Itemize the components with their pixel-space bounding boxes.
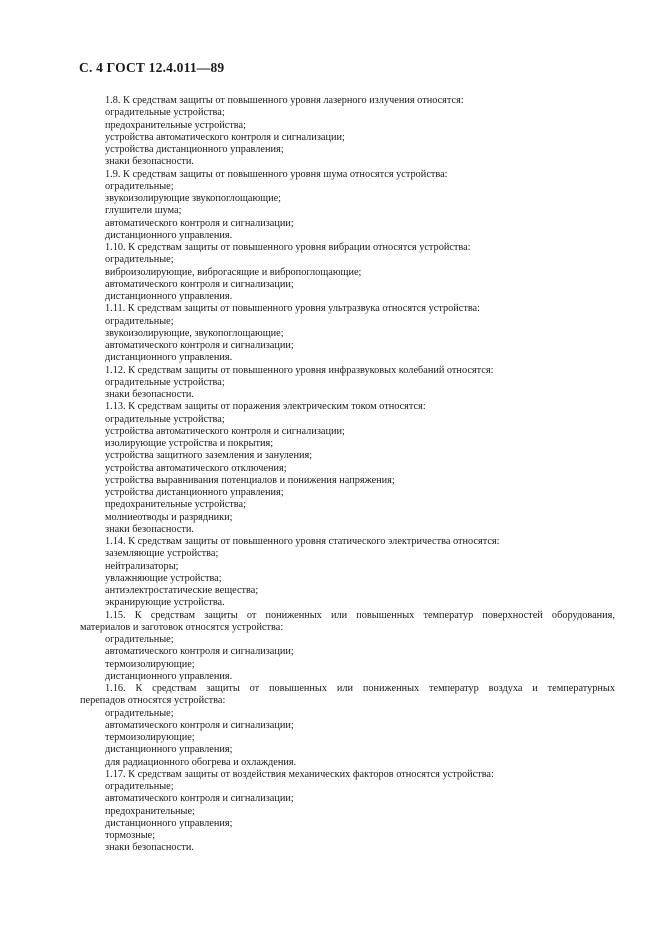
text-line: дистанционного управления; (105, 817, 233, 829)
text-line: оградительные; (105, 634, 174, 645)
text-line: термоизолирующие; (105, 732, 195, 743)
text-line: автоматического контроля и сигнализации; (105, 719, 294, 731)
text-line: дистанционного управления; (105, 744, 233, 756)
text-line: устройства автоматического контроля и сигнализации; (105, 425, 345, 437)
text-line: увлажняющие устройства; (105, 572, 222, 584)
text-line: виброизолирующие, виброгасящие и вибропоглощающие; (105, 266, 362, 278)
clause-heading: 1.13. К средствам защиты от поражения электрическим током относятся: (105, 401, 426, 413)
clause-heading: 1.8. К средствам защиты от повышенного уровня лазерного излучения относятся: (105, 95, 464, 106)
text-line: знаки безопасности. (105, 842, 194, 854)
text-line: автоматического контроля и сигнализации; (105, 278, 294, 290)
text-line: дистанционного управления. (105, 291, 233, 302)
text-line: оградительные; (105, 180, 174, 192)
text-line: устройства защитного заземления и зануления; (105, 450, 313, 462)
text-line: для радиационного обогрева и охлаждения. (105, 756, 297, 768)
text-line: оградительные; (105, 254, 174, 266)
clause-heading: 1.17. К средствам защиты от воздействия механических факторов относятся устройства: (105, 768, 494, 780)
text-line: оградительные устройства; (105, 376, 225, 388)
text-line: знаки безопасности. (105, 389, 194, 400)
text-line: оградительные устройства; (105, 413, 225, 425)
text-line: термоизолирующие; (105, 658, 195, 670)
clause-heading: 1.11. К средствам защиты от повышенного уровня ультразвука относятся устройства: (105, 303, 480, 315)
text-line: дистанционного управления. (105, 670, 233, 682)
clause-heading: 1.9. К средствам защиты от повышенного уровня шума относятся устройства: (105, 168, 448, 180)
text-line: оградительные; (105, 781, 174, 792)
text-line: автоматического контроля и сигнализации; (105, 646, 294, 658)
text-line: нейтрализаторы; (105, 560, 179, 572)
text-line: предохранительные; (105, 805, 195, 817)
clause-heading: 1.14. К средствам защиты от повышенного уровня статического электричества относятся: (105, 536, 500, 547)
text-line: устройства дистанционного управления; (105, 487, 284, 498)
text-line: заземляющие устройства; (105, 548, 219, 560)
text-line: устройства автоматического отключения; (105, 462, 287, 474)
clause-heading: 1.16. К средствам защиты от повышенных или пониженных температур воздуха и температурных (105, 683, 615, 694)
text-line: предохранительные устройства; (105, 499, 246, 511)
text-line: предохранительные устройства; (105, 119, 246, 131)
text-line: дистанционного управления. (105, 229, 233, 241)
text-line: изолирующие устройства и покрытия; (105, 438, 274, 449)
text-line: автоматического контроля и сигнализации; (105, 793, 294, 805)
text-line: устройства дистанционного управления; (105, 144, 284, 155)
clause-heading: 1.12. К средствам защиты от повышенного уровня инфразвуковых колебаний относятся: (105, 364, 494, 376)
text-line: материалов и заготовок относятся устройства: (80, 621, 284, 633)
page-header: С. 4 ГОСТ 12.4.011—89 (79, 60, 225, 75)
text-line: оградительные; (105, 707, 174, 719)
text-line: экранирующие устройства. (105, 597, 225, 609)
text-line: автоматического контроля и сигнализации; (105, 340, 294, 351)
text-line: звукоизолирующие звукопоглощающие; (105, 193, 282, 204)
clause-heading: 1.10. К средствам защиты от повышенного уровня вибрации относятся устройства: (105, 242, 471, 253)
text-line: знаки безопасности. (105, 523, 194, 535)
text-line: автоматического контроля и сигнализации; (105, 217, 294, 229)
text-line: молниеотводы и разрядники; (105, 511, 233, 523)
text-line: устройства автоматического контроля и сигнализации; (105, 131, 345, 143)
text-line: дистанционного управления. (105, 352, 233, 364)
text-line: устройства выравнивания потенциалов и понижения напряжения; (105, 474, 395, 486)
text-line: тормозные; (105, 830, 156, 841)
text-line: знаки безопасности. (105, 156, 194, 168)
document-body (80, 95, 615, 855)
text-line: оградительные устройства; (105, 107, 225, 119)
clause-heading: 1.15. К средствам защиты от пониженных или повышенных температур поверхностей оборудования, (105, 609, 615, 621)
text-line: оградительные; (105, 315, 174, 327)
text-line: глушители шума; (105, 205, 182, 217)
text-line: перепадов относятся устройства: (80, 695, 226, 707)
text-line: звукоизолирующие, звукопоглощающие; (105, 327, 284, 339)
text-line: антиэлектростатические вещества; (105, 585, 259, 596)
